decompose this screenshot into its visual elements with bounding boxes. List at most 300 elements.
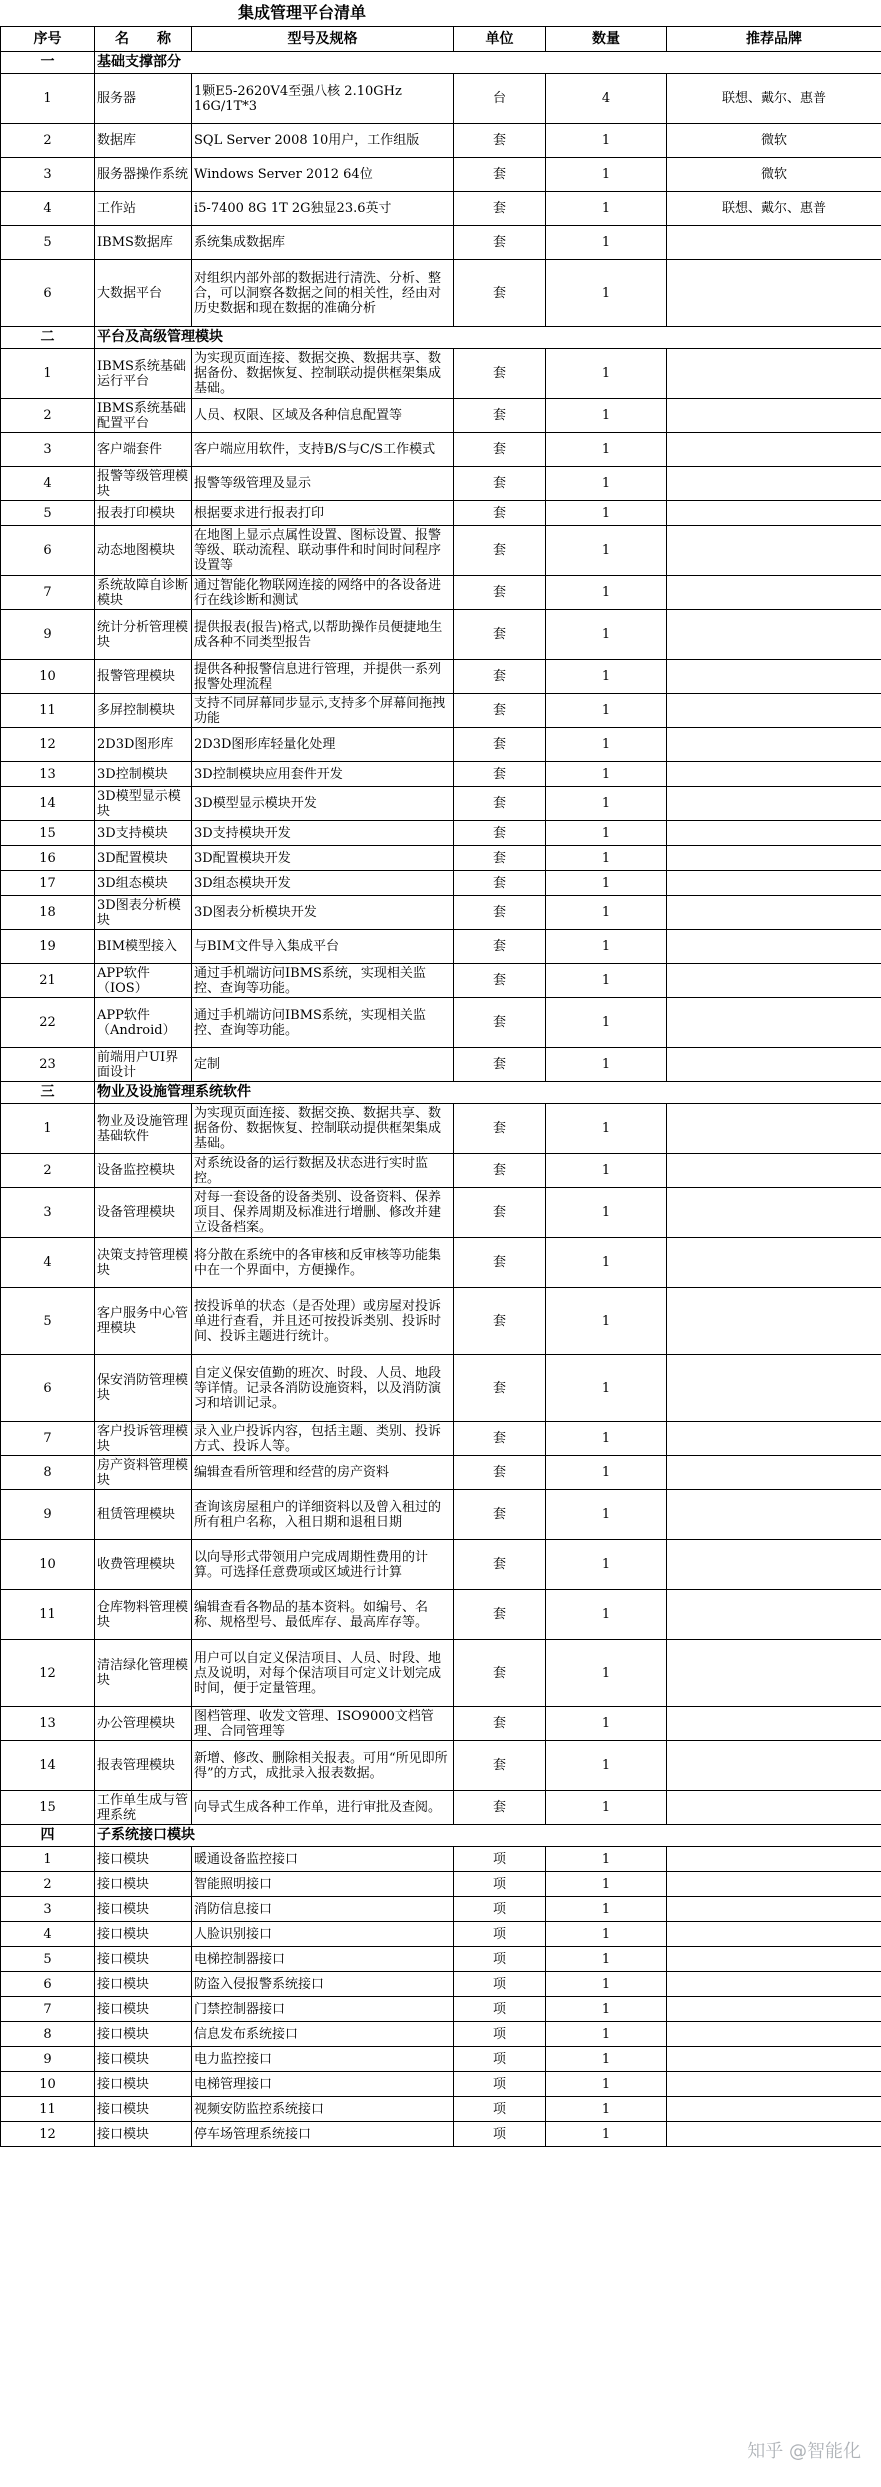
- item-spec: 用户可以自定义保洁项目、人员、时段、地点及说明，对每个保洁项目可定义计划完成时间，便于定量管理。: [192, 1640, 454, 1707]
- item-unit: 套: [454, 728, 546, 762]
- item-spec: 报警等级管理及显示: [192, 467, 454, 501]
- item-unit: 套: [454, 1104, 546, 1154]
- row-number: 1: [1, 349, 95, 399]
- item-quantity: 1: [546, 226, 667, 260]
- item-name: 系统故障自诊断模块: [95, 576, 192, 610]
- row-number: 15: [1, 1791, 95, 1825]
- item-brand: [667, 1897, 881, 1922]
- item-unit: 套: [454, 930, 546, 964]
- item-name: 工作单生成与管理系统: [95, 1791, 192, 1825]
- item-name: 3D控制模块: [95, 762, 192, 787]
- item-quantity: 1: [546, 1897, 667, 1922]
- item-spec: 编辑查看所管理和经营的房产资料: [192, 1456, 454, 1490]
- item-unit: 套: [454, 846, 546, 871]
- item-name: 接口模块: [95, 2047, 192, 2072]
- item-spec: 将分散在系统中的各审核和反审核等功能集中在一个界面中，方便操作。: [192, 1238, 454, 1288]
- table-row: [1, 821, 881, 846]
- item-brand: [667, 1947, 881, 1972]
- item-name: 3D配置模块: [95, 846, 192, 871]
- row-number: 13: [1, 762, 95, 787]
- item-quantity: 1: [546, 2047, 667, 2072]
- item-spec: 视频安防监控系统接口: [192, 2097, 454, 2122]
- table-row: [1, 2022, 881, 2047]
- item-unit: 套: [454, 871, 546, 896]
- item-brand: [667, 964, 881, 998]
- item-brand: [667, 433, 881, 467]
- item-name: 动态地图模块: [95, 526, 192, 576]
- item-unit: 套: [454, 399, 546, 433]
- item-quantity: 1: [546, 1997, 667, 2022]
- section-title: 基础支撑部分: [95, 52, 881, 74]
- item-name: 办公管理模块: [95, 1707, 192, 1741]
- item-brand: [667, 349, 881, 399]
- header-unit: 单位: [454, 27, 546, 52]
- item-spec: 向导式生成各种工作单，进行审批及查阅。: [192, 1791, 454, 1825]
- row-number: 3: [1, 1188, 95, 1238]
- item-unit: 套: [454, 1238, 546, 1288]
- item-unit: 套: [454, 821, 546, 846]
- section-row: [1, 1825, 881, 1847]
- table-row: [1, 1707, 881, 1741]
- item-quantity: 1: [546, 1947, 667, 1972]
- item-name: 接口模块: [95, 2097, 192, 2122]
- item-quantity: 1: [546, 1456, 667, 1490]
- item-brand: [667, 399, 881, 433]
- row-number: 7: [1, 1997, 95, 2022]
- item-quantity: 1: [546, 260, 667, 327]
- item-quantity: 1: [546, 787, 667, 821]
- item-unit: 套: [454, 896, 546, 930]
- item-brand: [667, 576, 881, 610]
- table-row: [1, 1048, 881, 1082]
- item-spec: 以向导形式带领用户完成周期性费用的计算。可选择任意费项或区域进行计算: [192, 1540, 454, 1590]
- item-quantity: 1: [546, 930, 667, 964]
- row-number: 4: [1, 467, 95, 501]
- item-unit: 项: [454, 1922, 546, 1947]
- table-row: [1, 694, 881, 728]
- row-number: 11: [1, 1590, 95, 1640]
- item-spec: 提供各种报警信息进行管理，并提供一系列报警处理流程: [192, 660, 454, 694]
- item-unit: 套: [454, 526, 546, 576]
- item-unit: 套: [454, 1741, 546, 1791]
- item-brand: [667, 930, 881, 964]
- item-quantity: 1: [546, 964, 667, 998]
- item-unit: 项: [454, 2022, 546, 2047]
- item-name: BIM模型接入: [95, 930, 192, 964]
- row-number: 7: [1, 1422, 95, 1456]
- item-quantity: 1: [546, 349, 667, 399]
- table-row: [1, 1947, 881, 1972]
- item-quantity: 1: [546, 1188, 667, 1238]
- table-row: [1, 1897, 881, 1922]
- item-spec: 录入业户投诉内容，包括主题、类别、投诉方式、投诉人等。: [192, 1422, 454, 1456]
- section-number: 二: [1, 327, 95, 349]
- item-name: IBMS数据库: [95, 226, 192, 260]
- item-name: IBMS系统基础配置平台: [95, 399, 192, 433]
- item-spec: 对组织内部外部的数据进行清洗、分析、整合，可以洞察各数据之间的相关性，经由对历史数据和现在数据的准确分析: [192, 260, 454, 327]
- item-brand: [667, 1922, 881, 1947]
- item-unit: 套: [454, 1048, 546, 1082]
- item-quantity: 1: [546, 192, 667, 226]
- row-number: 2: [1, 1154, 95, 1188]
- item-unit: 套: [454, 576, 546, 610]
- item-spec: 智能照明接口: [192, 1872, 454, 1897]
- item-brand: [667, 1288, 881, 1355]
- item-unit: 套: [454, 998, 546, 1048]
- item-name: 接口模块: [95, 1922, 192, 1947]
- item-spec: 门禁控制器接口: [192, 1997, 454, 2022]
- item-name: 报表打印模块: [95, 501, 192, 526]
- table-row: [1, 1972, 881, 1997]
- item-spec: 为实现页面连接、数据交换、数据共享、数据备份、数据恢复、控制联动提供框架集成基础。: [192, 349, 454, 399]
- item-quantity: 1: [546, 871, 667, 896]
- item-name: 接口模块: [95, 2072, 192, 2097]
- item-unit: 套: [454, 694, 546, 728]
- item-brand: [667, 1154, 881, 1188]
- item-brand: [667, 1590, 881, 1640]
- item-quantity: 1: [546, 694, 667, 728]
- item-brand: [667, 1741, 881, 1791]
- item-spec: 对每一套设备的设备类别、设备资料、保养项目、保养周期及标准进行增删、修改并建立设备档案。: [192, 1188, 454, 1238]
- item-spec: 电力监控接口: [192, 2047, 454, 2072]
- item-brand: [667, 787, 881, 821]
- header-name: 名 称: [95, 27, 192, 52]
- item-name: 数据库: [95, 124, 192, 158]
- section-number: 一: [1, 52, 95, 74]
- item-name: IBMS系统基础运行平台: [95, 349, 192, 399]
- item-name: 3D图表分析模块: [95, 896, 192, 930]
- row-number: 10: [1, 1540, 95, 1590]
- item-quantity: 1: [546, 821, 667, 846]
- table-row: [1, 399, 881, 433]
- item-quantity: 1: [546, 998, 667, 1048]
- item-name: 接口模块: [95, 1997, 192, 2022]
- table-row: [1, 1540, 881, 1590]
- table-row: [1, 576, 881, 610]
- item-unit: 套: [454, 1590, 546, 1640]
- item-brand: [667, 821, 881, 846]
- row-number: 2: [1, 399, 95, 433]
- item-spec: 3D模型显示模块开发: [192, 787, 454, 821]
- section-row: [1, 1082, 881, 1104]
- item-spec: 3D图表分析模块开发: [192, 896, 454, 930]
- row-number: 5: [1, 226, 95, 260]
- item-unit: 套: [454, 1154, 546, 1188]
- page-title: 集成管理平台清单: [238, 3, 367, 22]
- section-row: [1, 52, 881, 74]
- item-brand: [667, 728, 881, 762]
- item-name: 客户端套件: [95, 433, 192, 467]
- table-row: [1, 226, 881, 260]
- item-name: 服务器操作系统: [95, 158, 192, 192]
- table-row: [1, 1288, 881, 1355]
- item-unit: 套: [454, 660, 546, 694]
- item-spec: 为实现页面连接、数据交换、数据共享、数据备份、数据恢复、控制联动提供框架集成基础。: [192, 1104, 454, 1154]
- row-number: 6: [1, 526, 95, 576]
- item-unit: 套: [454, 226, 546, 260]
- item-name: 接口模块: [95, 1947, 192, 1972]
- item-unit: 套: [454, 1456, 546, 1490]
- item-quantity: 1: [546, 1355, 667, 1422]
- item-brand: [667, 2097, 881, 2122]
- table-row: [1, 74, 881, 124]
- item-spec: 通过手机端访问IBMS系统，实现相关监控、查询等功能。: [192, 964, 454, 998]
- item-name: 客户服务中心管理模块: [95, 1288, 192, 1355]
- item-spec: 对系统设备的运行数据及状态进行实时监控。: [192, 1154, 454, 1188]
- item-brand: [667, 610, 881, 660]
- item-name: 设备管理模块: [95, 1188, 192, 1238]
- item-name: 客户投诉管理模块: [95, 1422, 192, 1456]
- item-spec: 在地图上显示点属性设置、图标设置、报警等级、联动流程、联动事件和时间时间程序设置等: [192, 526, 454, 576]
- item-brand: [667, 1847, 881, 1872]
- item-quantity: 1: [546, 846, 667, 871]
- item-quantity: 1: [546, 1104, 667, 1154]
- item-spec: 电梯控制器接口: [192, 1947, 454, 1972]
- item-unit: 套: [454, 501, 546, 526]
- item-brand: 微软: [667, 158, 881, 192]
- item-name: 工作站: [95, 192, 192, 226]
- row-number: 1: [1, 1847, 95, 1872]
- item-unit: 套: [454, 1288, 546, 1355]
- item-name: 保安消防管理模块: [95, 1355, 192, 1422]
- row-number: 4: [1, 1238, 95, 1288]
- item-spec: 信息发布系统接口: [192, 2022, 454, 2047]
- item-name: 物业及设施管理基础软件: [95, 1104, 192, 1154]
- row-number: 12: [1, 1640, 95, 1707]
- equipment-list-table: [0, 26, 881, 2147]
- item-brand: [667, 1104, 881, 1154]
- item-brand: [667, 871, 881, 896]
- item-brand: [667, 1490, 881, 1540]
- item-brand: [667, 501, 881, 526]
- item-brand: [667, 1188, 881, 1238]
- section-title: 子系统接口模块: [95, 1825, 881, 1847]
- row-number: 5: [1, 501, 95, 526]
- item-brand: [667, 467, 881, 501]
- table-row: [1, 467, 881, 501]
- row-number: 13: [1, 1707, 95, 1741]
- row-number: 4: [1, 192, 95, 226]
- item-brand: [667, 1791, 881, 1825]
- item-quantity: 1: [546, 576, 667, 610]
- item-unit: 项: [454, 2097, 546, 2122]
- item-quantity: 1: [546, 1707, 667, 1741]
- item-name: 接口模块: [95, 1897, 192, 1922]
- item-unit: 套: [454, 787, 546, 821]
- item-name: 收费管理模块: [95, 1540, 192, 1590]
- row-number: 12: [1, 728, 95, 762]
- item-brand: 联想、戴尔、惠普: [667, 192, 881, 226]
- table-row: [1, 846, 881, 871]
- table-row: [1, 610, 881, 660]
- item-unit: 套: [454, 762, 546, 787]
- table-row: [1, 1456, 881, 1490]
- row-number: 7: [1, 576, 95, 610]
- item-spec: 查询该房屋租户的详细资料以及曾入租过的所有租户名称，入租日期和退租日期: [192, 1490, 454, 1540]
- item-unit: 项: [454, 2122, 546, 2147]
- item-brand: [667, 1707, 881, 1741]
- item-unit: 项: [454, 1847, 546, 1872]
- item-spec: 支持不同屏幕同步显示,支持多个屏幕间拖拽功能: [192, 694, 454, 728]
- item-unit: 套: [454, 964, 546, 998]
- item-quantity: 1: [546, 2097, 667, 2122]
- table-row: [1, 2122, 881, 2147]
- table-row: [1, 1997, 881, 2022]
- table-row: [1, 1791, 881, 1825]
- item-unit: 套: [454, 124, 546, 158]
- item-spec: 定制: [192, 1048, 454, 1082]
- item-name: 报警等级管理模块: [95, 467, 192, 501]
- item-unit: 项: [454, 1947, 546, 1972]
- row-number: 19: [1, 930, 95, 964]
- item-spec: 2D3D图形库轻量化处理: [192, 728, 454, 762]
- item-quantity: 1: [546, 762, 667, 787]
- item-quantity: 1: [546, 1288, 667, 1355]
- row-number: 11: [1, 2097, 95, 2122]
- table-row: [1, 1847, 881, 1872]
- item-quantity: 1: [546, 2122, 667, 2147]
- row-number: 6: [1, 1972, 95, 1997]
- row-number: 4: [1, 1922, 95, 1947]
- item-name: 接口模块: [95, 1972, 192, 1997]
- item-unit: 套: [454, 1640, 546, 1707]
- table-row: [1, 1238, 881, 1288]
- item-name: 前端用户UI界面设计: [95, 1048, 192, 1082]
- header-spec: 型号及规格: [192, 27, 454, 52]
- table-row: [1, 896, 881, 930]
- row-number: 3: [1, 433, 95, 467]
- table-row: [1, 787, 881, 821]
- table-row: [1, 2097, 881, 2122]
- row-number: 8: [1, 2022, 95, 2047]
- row-number: 11: [1, 694, 95, 728]
- table-row: [1, 192, 881, 226]
- row-number: 3: [1, 158, 95, 192]
- item-spec: 自定义保安值勤的班次、时段、人员、地段等详情。记录各消防设施资料，以及消防演习和培训记录。: [192, 1355, 454, 1422]
- section-row: [1, 327, 881, 349]
- item-brand: [667, 1972, 881, 1997]
- item-unit: 套: [454, 349, 546, 399]
- item-quantity: 1: [546, 526, 667, 576]
- item-brand: [667, 2022, 881, 2047]
- item-brand: [667, 260, 881, 327]
- item-brand: [667, 762, 881, 787]
- table-row: [1, 1741, 881, 1791]
- item-unit: 项: [454, 1997, 546, 2022]
- item-spec: 停车场管理系统接口: [192, 2122, 454, 2147]
- item-spec: 3D配置模块开发: [192, 846, 454, 871]
- item-spec: 3D支持模块开发: [192, 821, 454, 846]
- item-spec: 防盗入侵报警系统接口: [192, 1972, 454, 1997]
- header-qty: 数量: [546, 27, 667, 52]
- watermark: 知乎 @智能化: [747, 2441, 861, 2462]
- item-quantity: 1: [546, 1922, 667, 1947]
- item-quantity: 1: [546, 1154, 667, 1188]
- row-number: 9: [1, 610, 95, 660]
- table-row: [1, 1640, 881, 1707]
- item-name: 报表管理模块: [95, 1741, 192, 1791]
- row-number: 21: [1, 964, 95, 998]
- item-brand: [667, 694, 881, 728]
- item-brand: [667, 1355, 881, 1422]
- table-row: [1, 526, 881, 576]
- table-row: [1, 930, 881, 964]
- item-brand: [667, 1640, 881, 1707]
- item-quantity: 1: [546, 1972, 667, 1997]
- item-brand: 联想、戴尔、惠普: [667, 74, 881, 124]
- item-quantity: 1: [546, 1540, 667, 1590]
- item-name: 接口模块: [95, 2022, 192, 2047]
- row-number: 1: [1, 74, 95, 124]
- section-title: 平台及高级管理模块: [95, 327, 881, 349]
- item-brand: [667, 2047, 881, 2072]
- item-name: 大数据平台: [95, 260, 192, 327]
- item-quantity: 1: [546, 1741, 667, 1791]
- item-quantity: 1: [546, 1791, 667, 1825]
- section-number: 四: [1, 1825, 95, 1847]
- row-number: 12: [1, 2122, 95, 2147]
- table-row: [1, 1490, 881, 1540]
- item-name: 服务器: [95, 74, 192, 124]
- item-quantity: 1: [546, 1490, 667, 1540]
- item-brand: [667, 1422, 881, 1456]
- row-number: 2: [1, 124, 95, 158]
- table-row: [1, 260, 881, 327]
- item-spec: Windows Server 2012 64位: [192, 158, 454, 192]
- item-unit: 套: [454, 1540, 546, 1590]
- item-brand: [667, 1456, 881, 1490]
- item-quantity: 1: [546, 1422, 667, 1456]
- item-unit: 项: [454, 1872, 546, 1897]
- table-row: [1, 660, 881, 694]
- item-spec: 通过智能化物联网连接的网络中的各设备进行在线诊断和测试: [192, 576, 454, 610]
- table-body: [1, 52, 881, 2147]
- item-spec: 消防信息接口: [192, 1897, 454, 1922]
- table-row: [1, 1104, 881, 1154]
- item-quantity: 1: [546, 2022, 667, 2047]
- item-quantity: 1: [546, 1847, 667, 1872]
- item-unit: 套: [454, 192, 546, 226]
- item-unit: 项: [454, 2072, 546, 2097]
- item-name: 接口模块: [95, 2122, 192, 2147]
- row-number: 23: [1, 1048, 95, 1082]
- item-name: 3D组态模块: [95, 871, 192, 896]
- item-name: 房产资料管理模块: [95, 1456, 192, 1490]
- item-quantity: 1: [546, 158, 667, 192]
- row-number: 8: [1, 1456, 95, 1490]
- item-name: 2D3D图形库: [95, 728, 192, 762]
- table-header-row: [1, 27, 881, 52]
- item-unit: 套: [454, 1791, 546, 1825]
- item-unit: 台: [454, 74, 546, 124]
- item-name: 清洁绿化管理模块: [95, 1640, 192, 1707]
- table-row: [1, 1922, 881, 1947]
- row-number: 14: [1, 787, 95, 821]
- table-row: [1, 1188, 881, 1238]
- item-spec: 通过手机端访问IBMS系统，实现相关监控、查询等功能。: [192, 998, 454, 1048]
- row-number: 22: [1, 998, 95, 1048]
- item-spec: i5-7400 8G 1T 2G独显23.6英寸: [192, 192, 454, 226]
- item-unit: 项: [454, 1897, 546, 1922]
- row-number: 9: [1, 2047, 95, 2072]
- item-brand: [667, 526, 881, 576]
- item-brand: [667, 2072, 881, 2097]
- item-unit: 套: [454, 1490, 546, 1540]
- item-name: 3D支持模块: [95, 821, 192, 846]
- table-row: [1, 964, 881, 998]
- row-number: 9: [1, 1490, 95, 1540]
- item-unit: 套: [454, 1422, 546, 1456]
